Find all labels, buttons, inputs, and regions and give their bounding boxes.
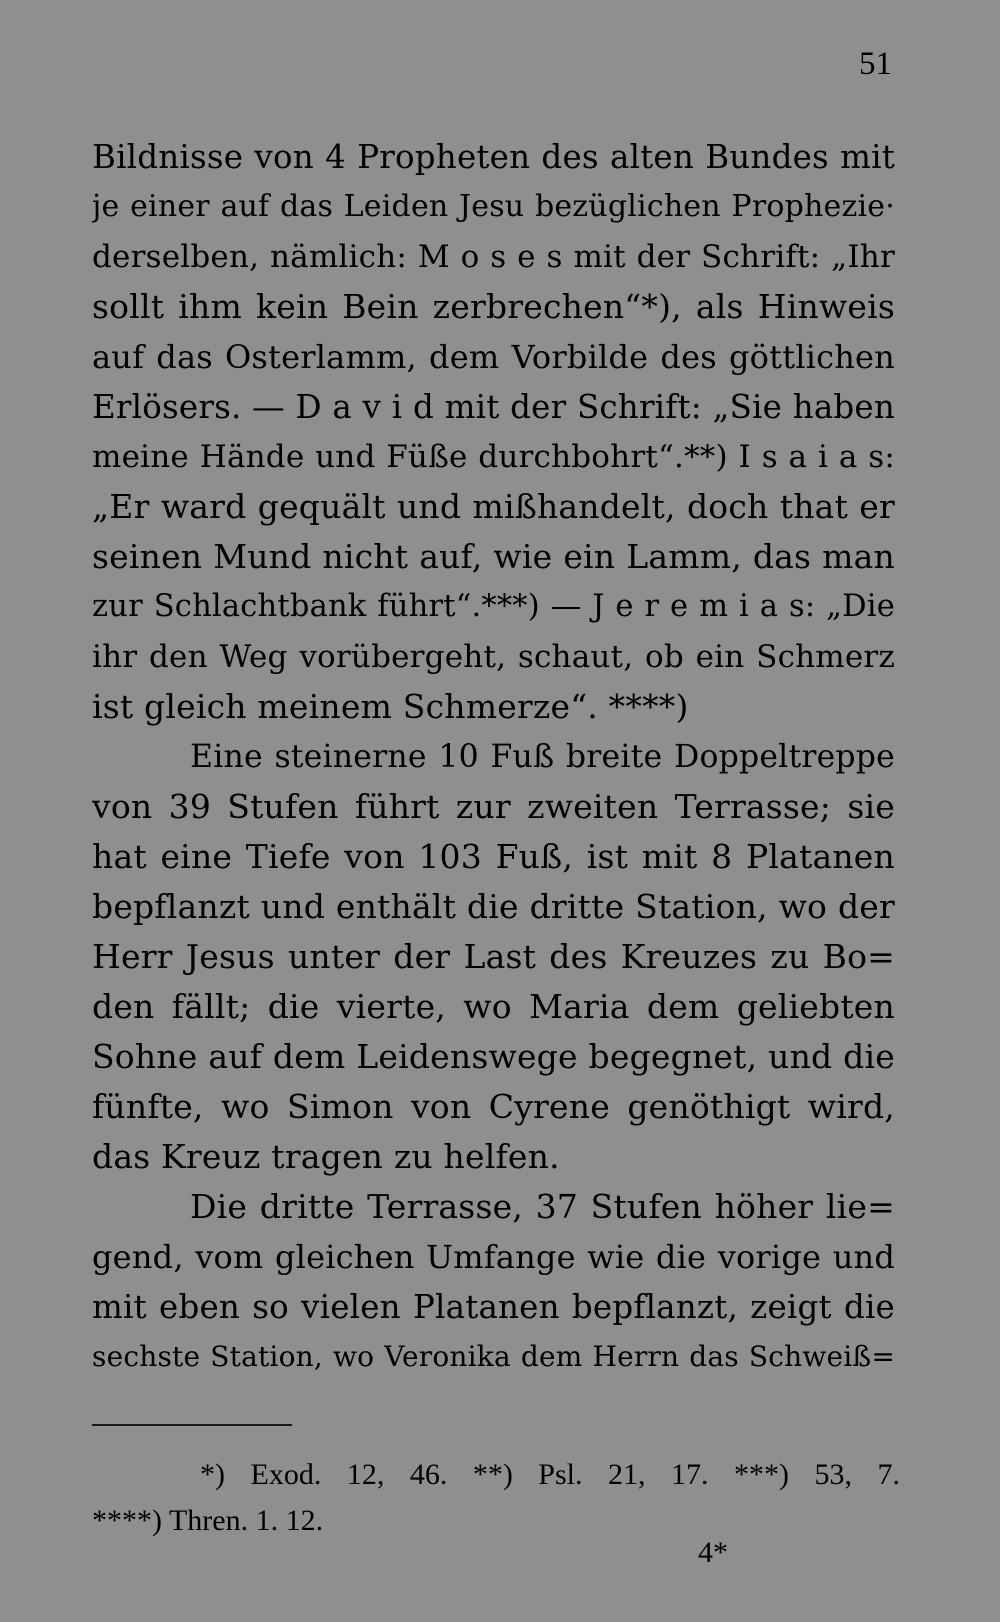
text-line: meine Hände und Füße durchbohrt“.**) I s a i a s: bbox=[92, 439, 895, 475]
text-line: derselben, nämlich: M o s e s mit der Schrift: „Ihr bbox=[92, 239, 895, 275]
text-line: sollt ihm kein Bein zerbrechen“*), als Hinweis bbox=[92, 287, 895, 326]
text-line: bepflanzt und enthält die dritte Station, wo der bbox=[92, 887, 895, 926]
text-line: gend, vom gleichen Umfange wie die vorige und bbox=[92, 1238, 895, 1276]
footnote-line: ****) Thren. 1. 12. bbox=[92, 1504, 324, 1537]
text-line: hat eine Tiefe von 103 Fuß, ist mit 8 Platanen bbox=[92, 837, 895, 876]
signature-mark: 4* bbox=[698, 1536, 728, 1569]
footnote-divider bbox=[92, 1424, 292, 1426]
text-line: Sohne auf dem Leidenswege begegnet, und die bbox=[92, 1037, 895, 1076]
text-line: Bildnisse von 4 Propheten des alten Bundes mit bbox=[92, 138, 895, 176]
text-line: „Er ward gequält und mißhandelt, doch that er bbox=[92, 487, 895, 526]
text-line: das Kreuz tragen zu helfen. bbox=[92, 1137, 560, 1176]
text-line: zur Schlachtbank führt“.***) — J e r e m i a s: „Die bbox=[92, 589, 895, 624]
text-line: Herr Jesus unter der Last des Kreuzes zu Bo= bbox=[92, 937, 895, 976]
text-line: den fällt; die vierte, wo Maria dem geliebten bbox=[92, 987, 895, 1026]
text-line: je einer auf das Leiden Jesu bezüglichen Prophezie· bbox=[92, 189, 895, 224]
text-line: Eine steinerne 10 Fuß breite Doppeltreppe bbox=[190, 739, 895, 775]
text-line: auf das Osterlamm, dem Vorbilde des göttlichen bbox=[92, 338, 895, 376]
text-line: sechste Station, wo Veronika dem Herrn das Schweiß= bbox=[92, 1340, 895, 1373]
text-line: Die dritte Terrasse, 37 Stufen höher lie= bbox=[190, 1187, 895, 1226]
footnotes bbox=[92, 1452, 900, 1544]
text-line: ist gleich meinem Schmerze“. ****) bbox=[92, 687, 689, 726]
text-line: mit eben so vielen Platanen bepflanzt, zeigt die bbox=[92, 1288, 895, 1326]
text-line: von 39 Stufen führt zur zweiten Terrasse; sie bbox=[92, 787, 895, 826]
footnote-line: *) Exod. 12, 46. **) Psl. 21, 17. ***) 53, 7. bbox=[200, 1458, 900, 1491]
text-line: ihr den Weg vorübergeht, schaut, ob ein Schmerz bbox=[92, 639, 895, 675]
main-text bbox=[92, 132, 895, 1382]
page-number: 51 bbox=[859, 46, 892, 82]
text-line: Erlösers. — D a v i d mit der Schrift: „Sie haben bbox=[92, 388, 895, 426]
text-line: fünfte, wo Simon von Cyrene genöthigt wird, bbox=[92, 1087, 895, 1126]
text-line: seinen Mund nicht auf, wie ein Lamm, das man bbox=[92, 537, 895, 576]
